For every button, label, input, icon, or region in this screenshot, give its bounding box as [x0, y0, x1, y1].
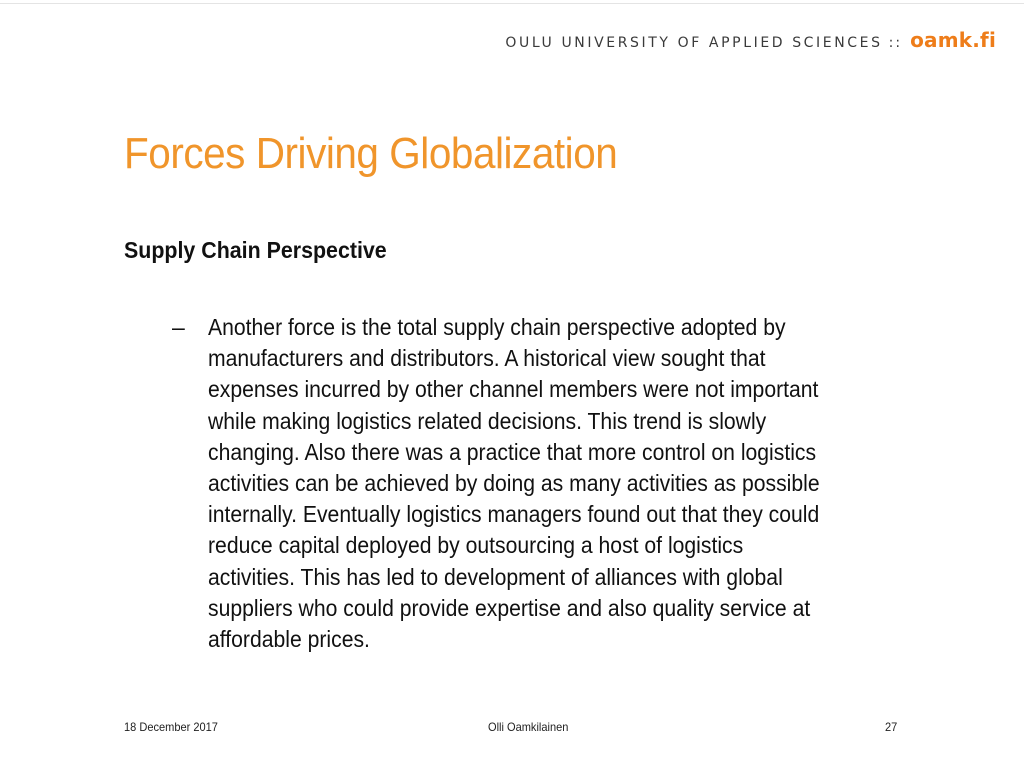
- bullet-line: internally. Eventually logistics managers found out that they could: [208, 501, 820, 528]
- slide-subheading: Supply Chain Perspective: [124, 237, 387, 263]
- bullet-dash: –: [172, 314, 185, 340]
- header-brand: [505, 28, 996, 52]
- bullet-line: Another force is the total supply chain perspective adopted by: [208, 314, 786, 340]
- footer-date: 18 December 2017: [124, 720, 218, 734]
- bullet-line: manufacturers and distributors. A historical view sought that: [208, 345, 766, 372]
- bullet-line: reduce capital deployed by outsourcing a host of logistics: [208, 532, 744, 559]
- bullet-line: affordable prices.: [208, 626, 370, 653]
- top-divider: [0, 3, 1024, 4]
- institution-name: OULU UNIVERSITY OF APPLIED SCIENCES: [505, 35, 883, 51]
- bullet-line: while making logistics related decisions. This trend is slowly: [208, 407, 767, 434]
- slide-title: Forces Driving Globalization: [124, 129, 618, 178]
- domain-logo: oamk.fi: [910, 28, 996, 52]
- bullet-text: [208, 312, 928, 655]
- bullet-line: expenses incurred by other channel members were not important: [208, 376, 819, 403]
- bullet-line: suppliers who could provide expertise and also quality service at: [208, 594, 811, 621]
- page-number: 27: [885, 720, 898, 734]
- bullet-line: changing. Also there was a practice that more control on logistics: [208, 438, 817, 465]
- footer-author: Olli Oamkilainen: [488, 720, 569, 734]
- bullet-line: activities. This has led to development of alliances with global: [208, 563, 783, 590]
- header-separator: ::: [888, 35, 903, 51]
- bullet-line: activities can be achieved by doing as many activities as possible: [208, 470, 820, 497]
